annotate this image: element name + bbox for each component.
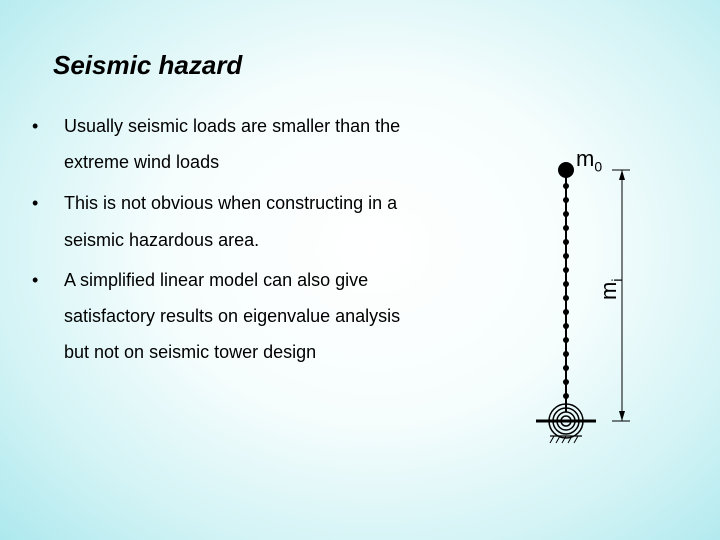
bullet-3-line-2: satisfactory results on eigenvalue analysis	[64, 306, 401, 326]
bullet-1-line-1: Usually seismic loads are smaller than the	[64, 116, 401, 136]
top-mass-subscript: 0	[594, 158, 603, 175]
bullet-marker: •	[32, 270, 39, 290]
bullet-2-line-2: seismic hazardous area.	[64, 230, 260, 250]
slide-title: Seismic hazard	[53, 50, 243, 80]
bullet-marker: •	[32, 193, 39, 213]
bullet-3-line-1: A simplified linear model can also give	[64, 270, 369, 290]
bullet-3-line-3: but not on seismic tower design	[64, 342, 317, 362]
distributed-mass-subscript: i	[608, 278, 625, 282]
bullet-2-line-1: This is not obvious when constructing in a	[64, 193, 398, 213]
distributed-mass-label: $m_i$	[596, 278, 625, 300]
top-mass-icon	[558, 162, 574, 178]
top-mass-label: $m_0$	[576, 146, 603, 175]
bullet-marker: •	[32, 116, 39, 136]
bullet-1-line-2: extreme wind loads	[64, 152, 220, 172]
